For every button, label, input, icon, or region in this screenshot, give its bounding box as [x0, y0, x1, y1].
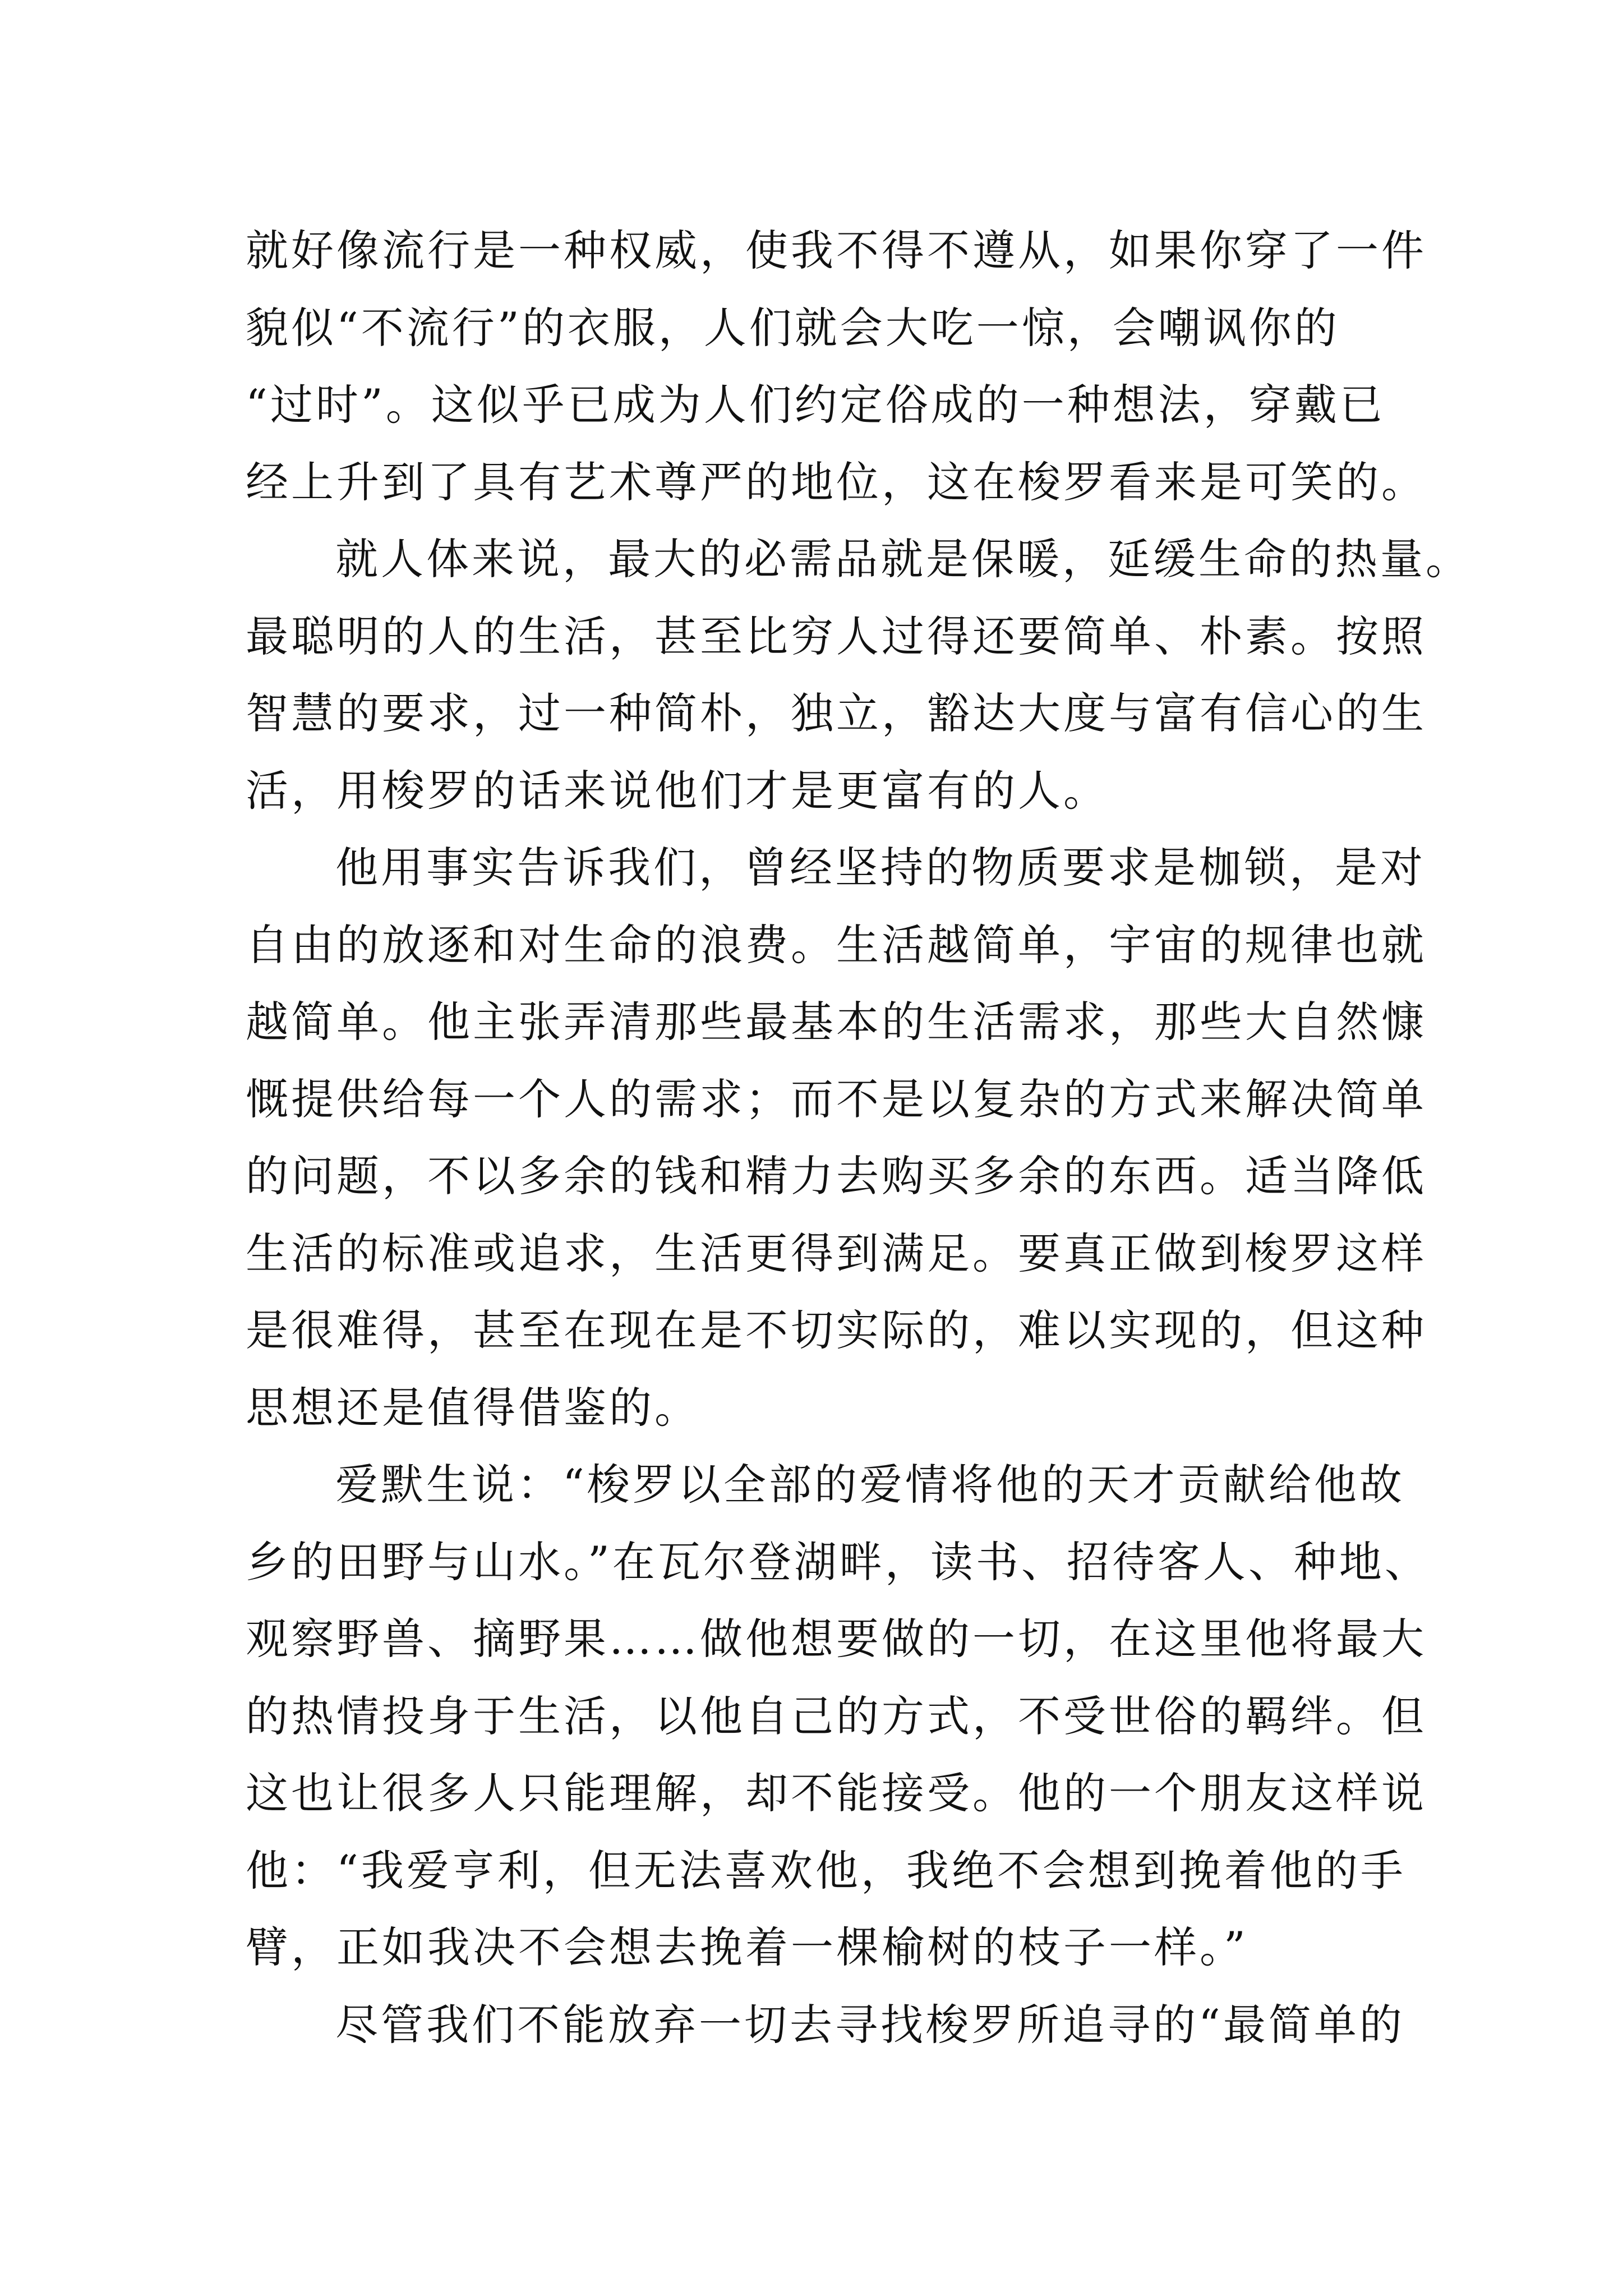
text-line: 最聪明的人的生活，甚至比穷人过得还要简单、朴素。按照: [246, 611, 1427, 661]
text-line: 就好像流行是一种权威，使我不得不遵从，如果你穿了一件: [246, 226, 1427, 275]
text-line: 乡的田野与山水。”在瓦尔登湖畔，读书、招待客人、种地、: [246, 1536, 1430, 1587]
text-line: 思想还是值得借鉴的。: [246, 1382, 700, 1433]
paragraph-first-line: 就人体来说，最大的必需品就是保暖，延缓生命的热量。: [335, 534, 1471, 584]
text-line: 观察野兽、摘野果……做他想要做的一切，在这里他将最大: [246, 1614, 1427, 1664]
text-line: 智慧的要求，过一种简朴，独立，豁达大度与富有信心的生: [246, 688, 1427, 738]
paragraph-first-line: 爱默生说：“梭罗以全部的爱情将他的天才贡献给他故: [335, 1460, 1405, 1510]
body-text: [246, 212, 1471, 2063]
text-line: 经上升到了具有艺术尊严的地位，这在梭罗看来是可笑的。: [246, 457, 1427, 507]
text-line: 他：“我爱亨利，但无法喜欢他，我绝不会想到挽着他的手: [246, 1845, 1406, 1895]
paragraph-first-line: 他用事实告诉我们，曾经坚持的物质要求是枷锁，是对: [335, 843, 1426, 892]
text-line: 臂，正如我决不会想去挽着一棵榆树的枝子一样。”: [246, 1922, 1248, 1972]
text-line: 这也让很多人只能理解，却不能接受。他的一个朋友这样说: [246, 1768, 1427, 1818]
text-line: 自由的放逐和对生命的浪费。生活越简单，宇宙的规律也就: [246, 919, 1427, 970]
text-line: 越简单。他主张弄清那些最基本的生活需求，那些大自然慷: [246, 997, 1427, 1047]
text-line: 慨提供给每一个人的需求；而不是以复杂的方式来解决简单: [246, 1074, 1427, 1124]
text-line: 的热情投身于生活，以他自己的方式，不受世俗的羁绊。但: [246, 1691, 1427, 1741]
text-line: 活，用梭罗的话来说他们才是更富有的人。: [246, 765, 1109, 816]
text-line: 貌似“不流行”的衣服，人们就会大吃一惊，会嘲讽你的: [246, 302, 1340, 353]
text-line: 的问题，不以多余的钱和精力去购买多余的东西。适当降低: [246, 1151, 1427, 1201]
text-line: “过时”。这似乎已成为人们约定俗成的一种想法，穿戴已: [246, 380, 1385, 430]
paragraph-first-line: 尽管我们不能放弃一切去寻找梭罗所追寻的“最简单的: [335, 1999, 1405, 2050]
text-line: 生活的标准或追求，生活更得到满足。要真正做到梭罗这样: [246, 1228, 1427, 1278]
text-line: 是很难得，甚至在现在是不切实际的，难以实现的，但这种: [246, 1305, 1427, 1355]
